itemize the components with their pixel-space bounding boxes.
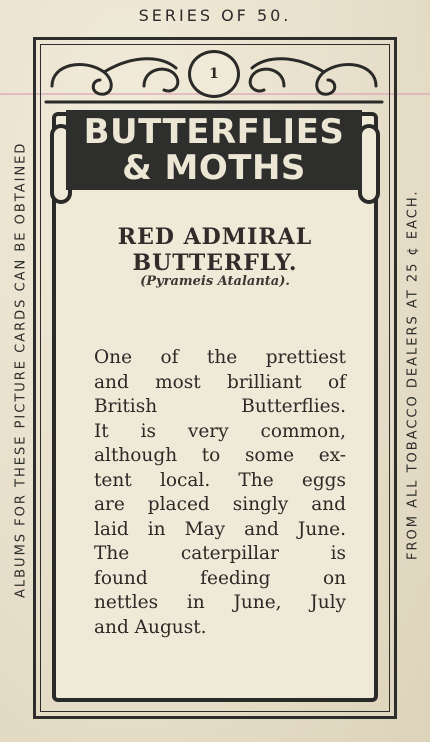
description-line: are placed singly and xyxy=(94,494,346,515)
description-line: The caterpillar is xyxy=(94,543,346,564)
description-line: and August. xyxy=(94,616,207,638)
latin-name: (Pyrameis Atalanta). xyxy=(140,274,290,289)
series-label: SERIES OF 50. xyxy=(138,6,292,25)
description-line: tent local. The eggs xyxy=(94,469,346,491)
description-line: One of the prettiest xyxy=(94,347,346,368)
card-number-badge xyxy=(188,50,240,98)
description-line: laid in May and June. xyxy=(94,518,346,540)
side-text-left: ALBUMS FOR THESE PICTURE CARDS CAN BE OBTAINED xyxy=(13,141,29,599)
banner-line-1: BUTTERFLIES xyxy=(83,112,345,152)
banner-heading xyxy=(66,114,362,186)
description-line: and most brilliant of xyxy=(94,371,346,393)
description-line: although to some ex- xyxy=(94,445,346,466)
species-title-line-1: RED ADMIRAL xyxy=(117,224,313,250)
description-line: found feeding on xyxy=(94,567,346,589)
description-line: It is very common, xyxy=(94,420,346,442)
card-number: 1 xyxy=(209,66,219,82)
side-text-right: FROM ALL TOBACCO DEALERS AT 25 ¢ EACH. xyxy=(405,189,421,561)
species-title-line-2: BUTTERFLY. xyxy=(132,250,298,276)
description-text xyxy=(94,346,346,640)
description-line: British Butterflies. xyxy=(94,396,346,417)
banner-line-2: & MOTHS xyxy=(122,148,306,188)
description-line: nettles in June, July xyxy=(94,592,346,613)
